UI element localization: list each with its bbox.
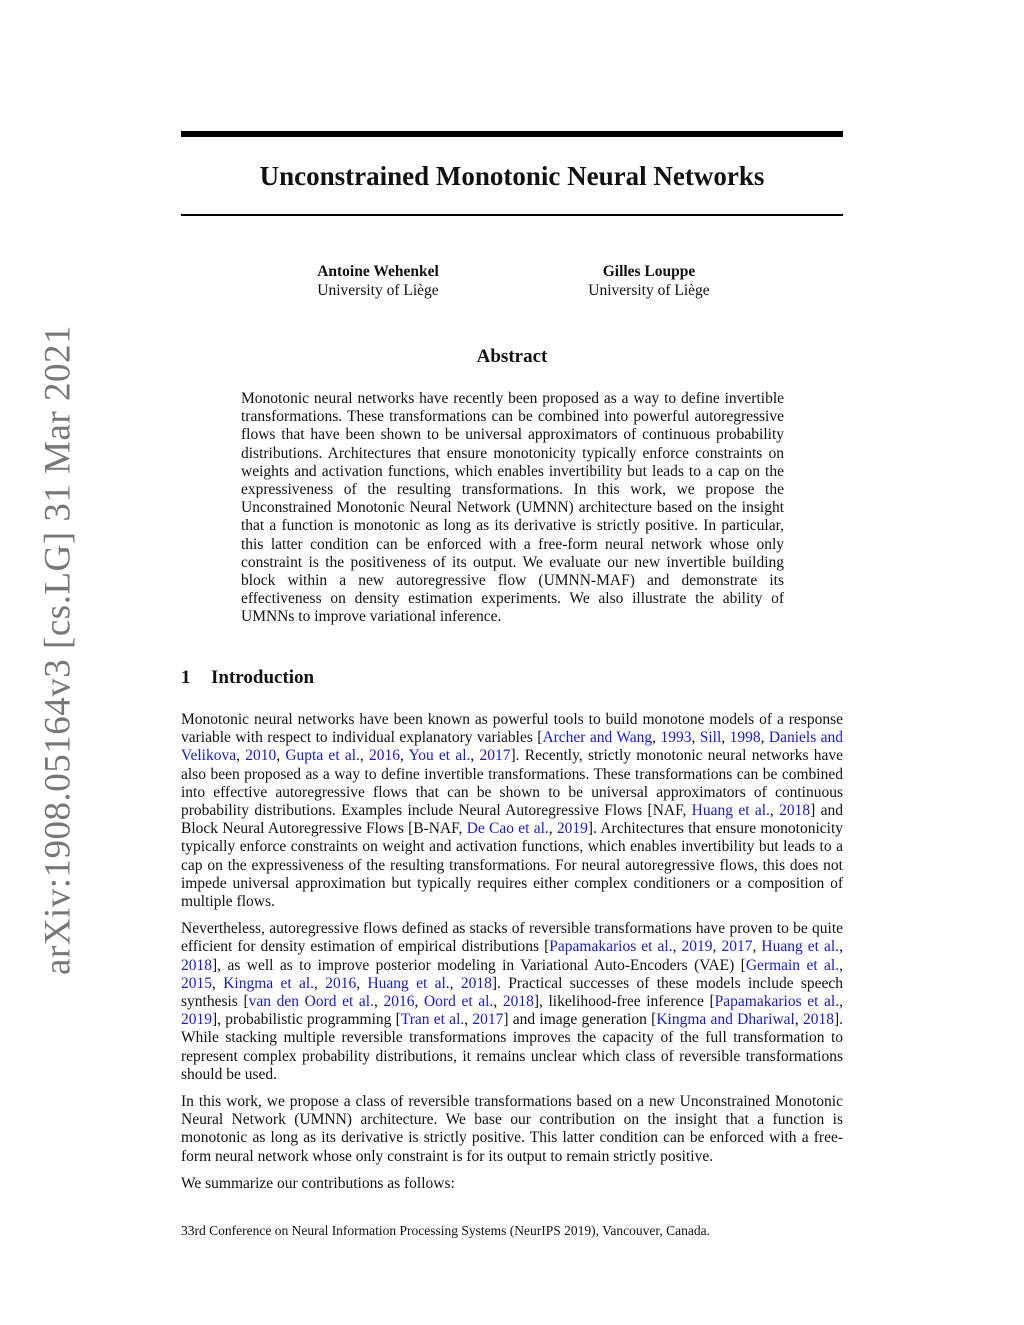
- title-bottom-rule: [181, 214, 843, 216]
- citation-link[interactable]: 2019: [181, 1011, 212, 1029]
- author-affiliation: University of Liège: [317, 282, 439, 299]
- citation-link[interactable]: Tran et al.: [400, 1011, 465, 1029]
- abstract-text: Monotonic neural networks have recently been proposed as a way to define invertible transformations. These transformations can be combined into powerful autoregressive flows that have been shown to be universal approximators of continuous probability distributions. Architectures that ensure monotonicity typically enforce constraints on weights and activation functions, which enables invertibility but leads to a cap on the expressiveness of the resulting transformations. In this work, we propose the Unconstrained Monotonic Neural Network (UMNN) architecture based on the insight that a function is monotonic as long as its derivative is strictly positive. In particular, this latter condition can be enforced with a free-form neural network whose only constraint is the positiveness of its output. We evaluate our new invertible building block within a new autoregressive flow (UMNN-MAF) and demonstrate its effectiveness on density estimation experiments. We also illustrate the ability of UMNNs to improve variational inference.: [241, 390, 784, 626]
- citation-link[interactable]: 2015: [181, 974, 212, 992]
- citation-link[interactable]: Huang et al.: [367, 974, 450, 992]
- section-number: 1: [181, 667, 191, 688]
- abstract-heading: Abstract: [476, 346, 548, 367]
- section-title: Introduction: [211, 667, 315, 688]
- text-run: ]. Architectures that ensure monotonicity typically enforce constraints on weight and activation functions, which enables invertibility but leads to a cap on the expressiveness of the resulting transformations. For neural autoregressive flows, this does not impede universal approximation but typically requires either complex conditioners or a composition of multiple flows.: [181, 820, 843, 911]
- paragraph-1: [181, 711, 843, 911]
- text-run: Monotonic neural networks have been known as powerful tools to build monotone models of a response variable with respect to individual explanatory variables [: [181, 711, 843, 747]
- citation-link[interactable]: 2010: [245, 747, 277, 765]
- text-run: ,: [691, 729, 700, 747]
- title-top-rule: [181, 131, 843, 137]
- author-block: [529, 262, 769, 300]
- text-run: ]. Recently, strictly monotonic neural networks have also been proposed as a way to define invertible transformations. These transformations can be combined into effective autoregressive flows that can be shown to be universal approximators of continuous probability distributions. Examples include Neural Autoregressive Flows [NAF,: [181, 747, 844, 820]
- text-run: ,: [314, 974, 326, 992]
- citation-link[interactable]: Kingma et al.: [223, 974, 315, 992]
- citation-link[interactable]: 2016: [369, 747, 401, 765]
- citation-link[interactable]: Papamakarios et al.: [549, 938, 673, 956]
- citation-link[interactable]: 2018: [502, 993, 534, 1011]
- citation-link[interactable]: 2017: [721, 938, 753, 956]
- paragraph-3: In this work, we propose a class of reversible transformations based on a new Unconstrained Monotonic Neural Network (UMNN) architecture. We base our contribution on the insight that a function is monotonic as long as its derivative is strictly positive. This latter condition can be enforced with a free-form neural network whose only constraint is for its output to remain strictly positive.: [181, 1093, 843, 1165]
- paper-title: Unconstrained Monotonic Neural Networks: [259, 161, 765, 191]
- citation-link[interactable]: 2019: [556, 820, 588, 838]
- text-run: ,: [839, 993, 843, 1011]
- text-run: ,: [464, 1011, 473, 1029]
- citation-link[interactable]: 2018: [802, 1011, 834, 1029]
- text-run: ,: [493, 993, 503, 1011]
- author-block: [258, 262, 498, 300]
- citation-link[interactable]: Kingma and Dhariwal: [656, 1011, 795, 1029]
- citation-link[interactable]: 2018: [181, 956, 212, 974]
- citation-link[interactable]: 1998: [729, 729, 761, 747]
- text-run: ,: [712, 938, 722, 956]
- text-run: ,: [373, 993, 384, 1011]
- citation-link[interactable]: 2019: [681, 938, 713, 956]
- citation-link[interactable]: 2018: [460, 974, 492, 992]
- text-run: ,: [839, 938, 843, 956]
- text-run: ,: [359, 747, 370, 765]
- text-run: ,: [672, 938, 682, 956]
- text-run: ,: [652, 729, 661, 747]
- text-run: ,: [276, 747, 286, 765]
- text-run: ] and Block Neural Autoregressive Flows [B-NAF,: [181, 802, 844, 838]
- citation-link[interactable]: 1993: [660, 729, 692, 747]
- citation-link[interactable]: Huang et al.: [761, 938, 840, 956]
- text-run: ,: [470, 747, 480, 765]
- section-heading: [181, 667, 314, 689]
- paragraph-2: [181, 920, 843, 1084]
- text-run: ] and image generation [: [503, 1011, 657, 1029]
- text-run: ,: [721, 729, 730, 747]
- author-name: Gilles Louppe: [602, 263, 696, 280]
- citation-link[interactable]: You et al.: [408, 747, 471, 765]
- body-text: [181, 711, 843, 1202]
- citation-link[interactable]: 2017: [479, 747, 511, 765]
- citation-link[interactable]: Germain et al.: [745, 956, 840, 974]
- paragraph-4: We summarize our contributions as follows:: [181, 1174, 455, 1192]
- conference-footnote: 33rd Conference on Neural Information Processing Systems (NeurIPS 2019), Vancouver, Canada.: [181, 1223, 710, 1238]
- text-run: ], likelihood-free inference [: [533, 993, 715, 1011]
- text-run: ,: [760, 729, 769, 747]
- text-run: ]. While stacking multiple reversible transformations improves the capacity of the full transformation to represent complex probability distributions, it remains unclear which class of reversible transformations should be used.: [181, 1011, 843, 1083]
- text-run: ,: [769, 802, 780, 820]
- citation-link[interactable]: 2016: [383, 993, 415, 1011]
- author-name: Antoine Wehenkel: [317, 263, 439, 280]
- text-run: ,: [236, 747, 246, 765]
- citation-link[interactable]: van den Oord et al.: [248, 993, 374, 1011]
- text-run: ,: [548, 820, 557, 838]
- citation-link[interactable]: Gupta et al.: [285, 747, 360, 765]
- text-run: ,: [400, 747, 409, 765]
- text-run: Nevertheless, autoregressive flows defined as stacks of reversible transformations have proven to be quite efficient for density estimation of empirical distributions [: [181, 920, 843, 956]
- citation-link[interactable]: 2016: [325, 974, 357, 992]
- citation-link[interactable]: Huang et al.: [691, 802, 770, 820]
- citation-link[interactable]: Archer and Wang: [542, 729, 653, 747]
- text-run: ], probabilistic programming [: [212, 1011, 401, 1029]
- citation-link[interactable]: De Cao et al.: [466, 820, 549, 838]
- arxiv-identifier-stamp: arXiv:1908.05164v3 [cs.LG] 31 Mar 2021: [37, 325, 79, 975]
- text-run: ]. Practical successes of these models include speech synthesis [: [181, 974, 844, 1011]
- text-run: ,: [449, 974, 461, 992]
- text-run: ,: [752, 938, 762, 956]
- citation-link[interactable]: Papamakarios et al.: [714, 993, 840, 1011]
- text-run: ], as well as to improve posterior modeling in Variational Auto-Encoders (VAE) [: [212, 956, 746, 974]
- citation-link[interactable]: 2017: [472, 1011, 504, 1029]
- citation-link[interactable]: Daniels and Velikova: [181, 729, 844, 765]
- citation-link[interactable]: Oord et al.: [423, 993, 494, 1011]
- citation-link[interactable]: Sill: [699, 729, 722, 747]
- author-affiliation: University of Liège: [588, 282, 710, 299]
- text-run: ,: [356, 974, 368, 992]
- citation-link[interactable]: 2018: [779, 802, 811, 820]
- text-run: ,: [839, 956, 843, 974]
- text-run: ,: [794, 1011, 803, 1029]
- text-run: ,: [414, 993, 424, 1011]
- text-run: ,: [212, 974, 224, 992]
